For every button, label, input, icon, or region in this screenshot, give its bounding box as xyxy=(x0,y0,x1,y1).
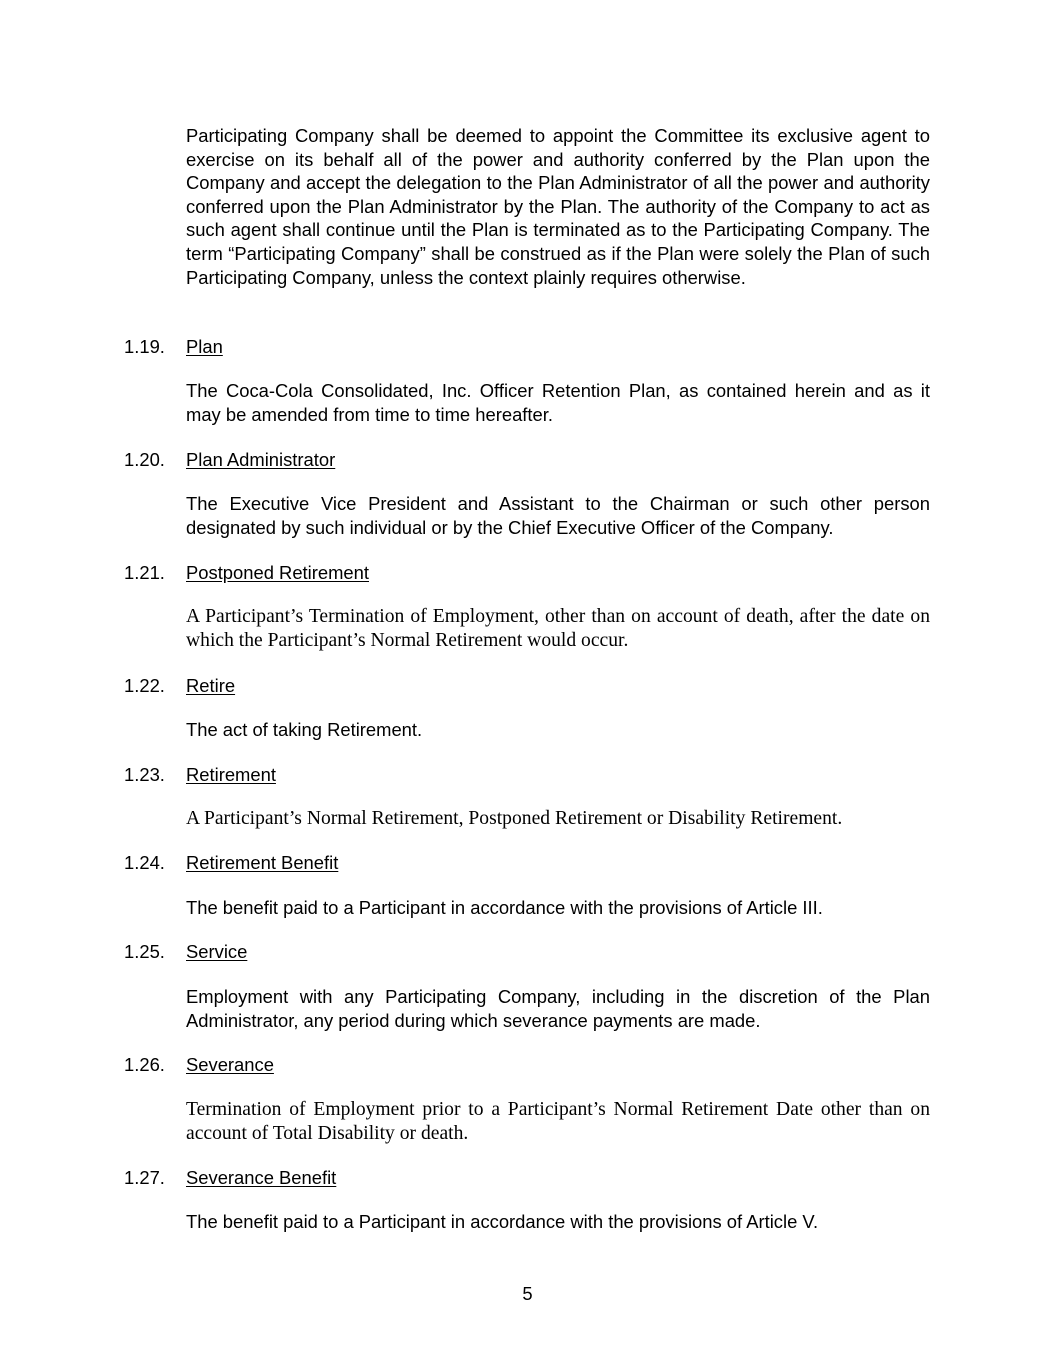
section-title: Severance Benefit xyxy=(186,1167,337,1188)
section-title: Retirement xyxy=(186,764,276,785)
section-number: 1.27. xyxy=(124,1167,165,1188)
section-heading-plan-administrator xyxy=(124,448,335,472)
section-number: 1.25. xyxy=(124,941,165,962)
section-number: 1.23. xyxy=(124,764,165,785)
section-heading-retire xyxy=(124,674,235,698)
section-number: 1.20. xyxy=(124,449,165,470)
section-body-plan-administrator: The Executive Vice President and Assistant to the Chairman or such other person designated by such individual or by the Chief Executive Officer of the Company. xyxy=(186,493,930,538)
section-body-service: Employment with any Participating Company, including in the discretion of the Plan Administrator, any period during which severance payments are made. xyxy=(186,986,930,1031)
section-title: Plan Administrator xyxy=(186,449,336,470)
section-title: Severance xyxy=(186,1054,274,1075)
section-title: Plan xyxy=(186,336,223,357)
section-heading-severance xyxy=(124,1053,274,1077)
section-number: 1.21. xyxy=(124,562,165,583)
section-body-plan: The Coca-Cola Consolidated, Inc. Officer Retention Plan, as contained herein and as it may be amended from time to time hereafter. xyxy=(186,380,930,425)
section-heading-plan xyxy=(124,335,223,359)
section-title: Retire xyxy=(186,675,236,696)
section-body-severance: Termination of Employment prior to a Participant’s Normal Retirement Date other than on account of Total Disability or death. xyxy=(186,1099,930,1144)
section-number: 1.19. xyxy=(124,336,165,357)
intro-paragraph: Participating Company shall be deemed to appoint the Committee its exclusive agent to exercise on its behalf all of the power and authority conferred by the Plan upon the Company and accept the delegation to the Plan Administrator of all the power and authority conferred upon the Plan Administrator by the Plan. The authority of the Company to act as such agent shall continue until the Plan is terminated as to the Participating Company. The term “Participating Company” shall be construed as if the Plan were solely the Plan of such Participating Company, unless the context plainly requires otherwise. xyxy=(186,125,930,288)
section-title: Service xyxy=(186,941,248,962)
section-title: Postponed Retirement xyxy=(186,562,369,583)
section-body-retirement: A Participant’s Normal Retirement, Postponed Retirement or Disability Retirement. xyxy=(186,808,843,829)
section-number: 1.22. xyxy=(124,675,165,696)
page-number: 5 xyxy=(522,1283,533,1304)
section-title: Retirement Benefit xyxy=(186,852,339,873)
section-heading-severance-benefit xyxy=(124,1166,336,1190)
section-number: 1.26. xyxy=(124,1054,165,1075)
section-number: 1.24. xyxy=(124,852,165,873)
section-body-postponed-retirement: A Participant’s Termination of Employment, other than on account of death, after the date on which the Participant’s Normal Retirement would occur. xyxy=(186,606,930,651)
section-body-severance-benefit: The benefit paid to a Participant in accordance with the provisions of Article V. xyxy=(186,1211,819,1232)
section-body-retirement-benefit: The benefit paid to a Participant in accordance with the provisions of Article III. xyxy=(186,897,823,918)
section-body-retire: The act of taking Retirement. xyxy=(186,719,423,740)
section-heading-retirement-benefit xyxy=(124,851,338,875)
section-heading-retirement xyxy=(124,763,276,787)
section-heading-service xyxy=(124,940,247,964)
section-heading-postponed-retirement xyxy=(124,561,369,585)
